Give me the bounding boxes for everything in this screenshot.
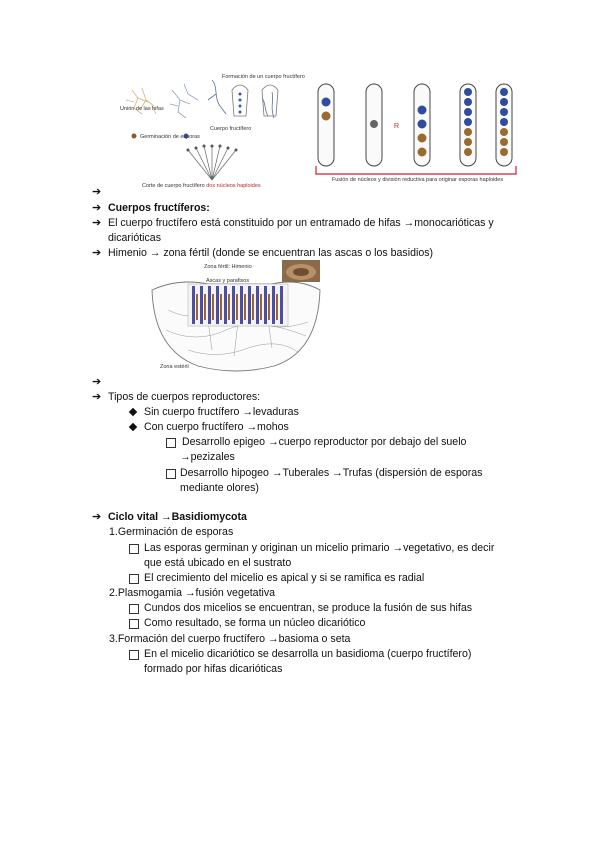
step-1a-line-2: que está ubicado en el sustrato <box>144 557 292 569</box>
ascocarp-label-sterile: Zona estéril <box>160 364 189 370</box>
figure-label-2: Unión de las hifas <box>120 106 164 112</box>
asci-label-r: R <box>394 123 400 130</box>
diamond-bullet-icon <box>129 408 137 416</box>
figure-label-3: Cuerpo fructífero <box>210 126 252 132</box>
hipogeo-line-1: Desarrollo hipogeo →Tuberales →Trufas (dispersión de esporas <box>180 467 483 479</box>
arrow-icon: ➔ <box>92 247 102 259</box>
figure-caption-highlight: dos núcleos haploides <box>206 183 261 189</box>
step-3: 3.Formación del cuerpo fructífero →basioma o seta <box>109 633 351 645</box>
arrow-icon: ➔ <box>92 376 102 388</box>
himenio-text: Himenio → zona fértil (donde se encuentran las ascas o los basidios) <box>108 247 434 259</box>
heading-cuerpos-fructiferos: Cuerpos fructíferos: <box>108 202 210 214</box>
ascocarp-label-fertile: Zona fértil: Himenio <box>204 264 252 270</box>
arrow-icon: ➔ <box>92 511 102 523</box>
arrow-icon: ➔ <box>92 202 102 214</box>
step-2: 2.Plasmogamia →fusión vegetativa <box>109 587 276 599</box>
ascocarp-label-asci: Ascas y parafisos <box>206 278 250 284</box>
checkbox-hipogeo[interactable] <box>166 469 176 479</box>
figure-caption-bottom: Corte de cuerpo fructífero dos núcleos haploides <box>142 183 261 189</box>
epigeo-line-1: Desarrollo epigeo →cuerpo reproductor por debajo del suelo <box>182 436 467 448</box>
cf-text-line-2: dicarióticas <box>108 232 161 244</box>
step-2b: Como resultado, se forma un núcleo dicariótico <box>144 617 366 629</box>
diamond-bullet-icon <box>129 423 137 431</box>
cf-text-line-1: El cuerpo fructífero está constituido por un entramado de hifas →monocarióticas y <box>108 217 494 229</box>
step-3a-line-2: formado por hifas dicarióticas <box>144 663 283 675</box>
hipogeo-line-2: mediante olores) <box>180 482 259 494</box>
checkbox-step-2a[interactable] <box>129 604 139 614</box>
arrow-icon: ➔ <box>92 186 102 198</box>
con-cf-text: Con cuerpo fructífero →mohos <box>144 421 289 433</box>
checkbox-step-3a[interactable] <box>129 650 139 660</box>
ciclo-title: Ciclo vital →Basidiomycota <box>108 511 247 523</box>
checkbox-step-2b[interactable] <box>129 619 139 629</box>
figure-label-1: Formación de un cuerpo fructífero <box>222 74 305 80</box>
tipos-heading: Tipos de cuerpos reproductores: <box>108 391 261 403</box>
arrow-icon: ➔ <box>92 391 102 403</box>
asci-caption: Fusión de núcleos y división reductiva para originar esporas haploides <box>331 177 504 183</box>
figure-label-4: Germinación de esporas <box>140 134 200 140</box>
sin-cf-text: Sin cuerpo fructífero →levaduras <box>144 406 299 418</box>
step-1b: El crecimiento del micelio es apical y si se ramifica es radial <box>144 572 425 584</box>
checkbox-epigeo[interactable] <box>166 438 176 448</box>
step-1: 1.Germinación de esporas <box>109 526 234 538</box>
checkbox-step-1a[interactable] <box>129 544 139 554</box>
checkbox-step-1b[interactable] <box>129 574 139 584</box>
step-2a: Cundos dos micelios se encuentran, se produce la fusión de sus hifas <box>144 602 473 614</box>
epigeo-line-2: →pezizales <box>180 451 235 463</box>
arrow-icon: ➔ <box>92 217 102 229</box>
step-1a-line-1: Las esporas germinan y originan un micelio primario →vegetativo, es decir <box>144 542 495 554</box>
step-3a-line-1: En el micelio dicariótico se desarrolla un basidioma (cuerpo fructífero) <box>144 648 472 660</box>
